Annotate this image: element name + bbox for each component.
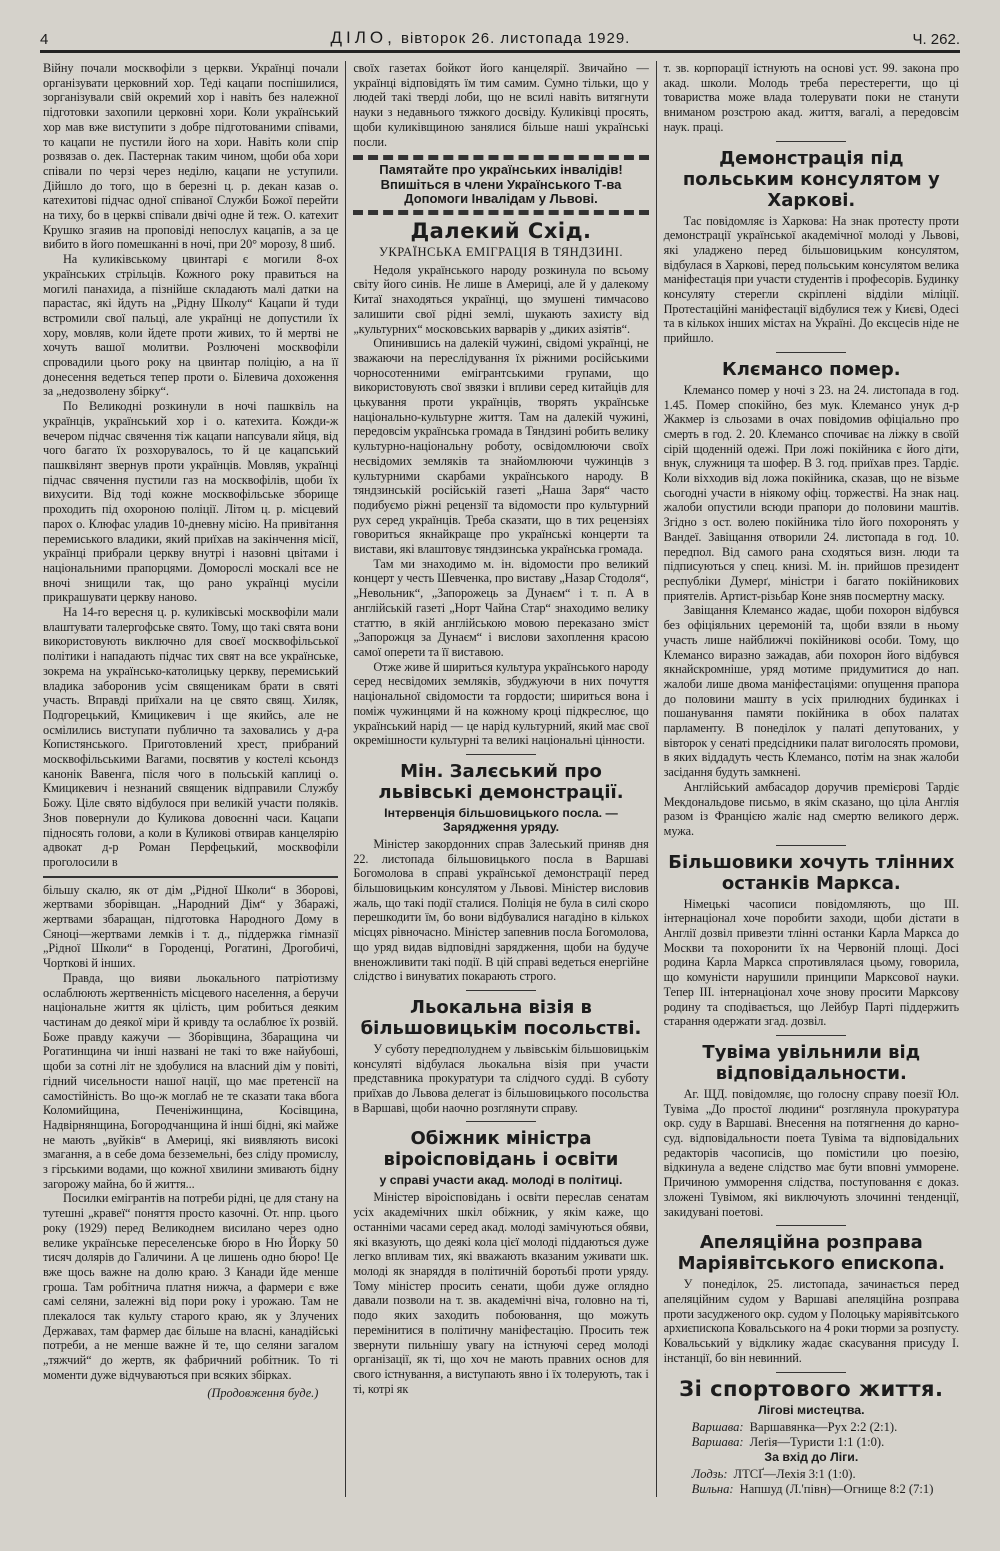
article-paragraph: У понеділок, 25. листопада, зачинається перед апеляційним судом у Варшаві апеляційна розправа проти засудженого окр. судом у Полоцьку маріявітського архиєпископа Ковальського на 4 роки тюрми за розпусту. Ковальський у відклику жадає скасування присуду I. інстанції, бо він невинний. [663, 1277, 959, 1365]
article-paragraph: У суботу передполуднем у львівськім більшовицькім консуляті відбулася льокальна візія при участи представника прокуратури та слідчого судді. В суботу приїхав до Львова делегат із більшовицького посольства в Варшаві, щоби наочно розглянути справу. [353, 1041, 649, 1115]
article-subheadline: УКРАЇНСЬКА ЕМІГРАЦІЯ В ТЯНДЗИНІ. [378, 244, 624, 259]
article-paragraph: Англійський амбасадор доручив премієрові Тардіє Мекдональдове письмо, в якім сказано, що ціла Англія разом із Францією жаліє над смертю великого держ. мужа. [663, 779, 959, 838]
article-subheadline: Інтервенція більшовицького посла. — Зарядження уряду. [384, 805, 618, 834]
match-city: Вильна: [691, 1481, 734, 1496]
article-paragraph: т. зв. корпорації істнують на основі уст. 99. закона про акад. школи. Молодь треба перестерегти, що ці товариства може влада толерувати поки не станути вниманом розстрою акад. життя, вагалі, а передовсім наук. праці. [663, 61, 959, 134]
match-result [664, 1435, 959, 1450]
continuation-note: (Продовження буде.) [207, 1385, 319, 1400]
match-city: Лодзь: [691, 1466, 728, 1481]
article-headline: Мін. Залєський про львівські демонстрації. [378, 760, 624, 803]
column-1 [36, 61, 345, 1497]
article-paragraph: Завіщання Клемансо жадає, щоби похорон відбувся без офіціяльних церемоній та, щоби взяли в ньому участь лише найближчі покійникові особи. Тому, що Клемансо виразно зажадав, аби похорон його відбувся якнайскромніше, уряд мотиме придумитися до нап. жалоби лише двома маніфестаціями: опущення прапора до половини машту в усіх прилюдних будинках і пошанування памяти покійника в обох палатах парламенту. В понеділок у палаті депутованих, у вівторок у сенаті предсідники палат виголосять промови, в яких віддадуть честь Клемансо, потім на знак жалоби засідання будуть замкнені. [663, 603, 959, 780]
issue-number: Ч. 262. [912, 31, 960, 48]
masthead: ДІЛО, [330, 28, 396, 47]
article-subheadline: Лігові мистецтва. [758, 1402, 865, 1417]
page-number: 4 [40, 31, 49, 48]
article-headline: Більшовики хочуть тлінних останків Маркса. [668, 851, 955, 894]
article-paragraph: По Великодні розкинули в ночі пашквіль на українців, український хор і о. катехита. Кожди-ж вечером підчас свячення тіж кацапи напсували яйця, від чого багато їх розхорувалось, то й це кацапський пашквілянт звернув проти українців. Мовляв, українці підчас свячення пустили газ на москвофілів, щоби їх вихусити. Від тоді кожне москвофільське зборище проходить під охороною поліції. Літом ц. р. місцевий парох о. Клюфас уладив 10-дневну місію. На привітання перемиського владики, який приїхав на закінчення місії, українці прибрали церкву внутрі і назовні цвітами і національними прапорцями. Доморослі москалі все не вночі знищили так, що рано українці мусіли прикрашувати церкву наново. [43, 399, 339, 605]
article-paragraph: Там ми знаходимо м. ін. відомости про великий концерт у честь Шевченка, про виставу „Назар Стодоля“, „Невольник“, „Запорожець за Дунаєм“ і т. п. А в англійській газеті „Норт Чайна Стар“ знаходимо велику статтю, в якій англійською мовою переказано зміст „Запорожця за Дунаєм“ і вислови захоплення красою самої оперети та її виставою. [353, 556, 649, 659]
article-paragraph: На куликівському цвинтарі є могили 8-ох українських стрільців. Кожного року правиться на могилі панахида, а пізнійше складають малі датки на парастас, які йдуть на „Рідну Школу“ Кацапи й туди встромили свої пальці, але українці не допустили їх хору, мовляв, коли йдете проти живих, то й мертві не хочуть вашої молитви. Розлючені москвофіли спровадили цього року на цвинтар поліцію, а на її донесення ведеться тепер проти о. Білевича дохоження за „недозволену збірку“. [43, 252, 339, 399]
article-headline: Далекий Схід. [410, 218, 592, 243]
article-paragraph: Отже живе й шириться культура українського народу серед несвідомих земляків, збуджуючи в них почуття національної свідомости та гордости; шириться вона і поміж чужинцями й на кожному кроці підкреслює, що український нарід — це нарід культурний, який має свої окремішности культурні та великі національні цінности. [353, 659, 649, 748]
separator-rule [466, 990, 536, 991]
match-result [664, 1467, 959, 1482]
match-score: Напшуд (Л.'півн)—Огнище 8:2 (7:1) [739, 1481, 934, 1496]
article-paragraph: Війну почали москвофіли з церкви. Українці почали організувати церковний хор. Теді кацапи поспішилися, зорганізували свій окремий хор і навіть без належної підготовки захопили церковні хори. Коли український хор мав вже виступити з добре підготованими співами, то кацапи не пустили його на хори. Навіть коли спір розвязав о. дек. Пастернак таким чином, щоби оба хори співали по черзі через неділю, кацапи не уступили. Дійшло до того, що в березні ц. р. декан казав о. катехитові підчас одної співаної Служби Божої перейти на тиху, бо в церкві співали двічі одне й теж. О. катехит Крушко згаяив на проповіді непослух кацапів, а за це вибито в його помешканні в ночі, при 20° морозу, 8 шиб. [43, 61, 339, 252]
article-headline: Обіжник міністра віроісповідань і освіти [383, 1128, 619, 1171]
separator-rule [776, 845, 846, 846]
article-paragraph: Міністер закордонних справ Залеський приняв дня 22. листопада більшовицького посла в Варшаві Богомолова в справі української демонстрації перед більшовицьким консулятом у Львові. Міністер висловив жаль, що такі події сталися. Поліція не була в силі скоро перешкодити їм, бо вони відбувалися нагадіно в кількох місцях рівночасно. Міністер запевнив посла Богомолова, що уряд видав відповідні зарядження, щоби на будуче вненожливити такі події. В цій справі ведеться енергійне слідство і винуватих покарають строго. [353, 836, 649, 984]
separator-rule [466, 754, 536, 755]
article-paragraph: Міністер віроісповідань і освіти переслав сенатам усіх академічних шкіл обіжник, у якім каже, що останніми часами серед акад. молоді замічуються обяви, які вказують, що деякі кола цієї молоді піддаються дуже легко впливам тих, які вважають вказаним уживати шк. молоді як знаряддя в політичній боротьбі проти уряду. Тому міністер просить сенати, щоби дуже оглядно давали позволи на т. зв. академічні віча, головно на ті, подо яких заходить побоювання, що можуть перемінитися в політичну маніфестацію. Просить теж звернути пильнішу увагу на істнуючі серед молоді організації, як ті, що хоч не мають правних основ для свого істнування, а виступають явно і їх толерують, так і ті, котрі як [353, 1190, 649, 1396]
page-header [40, 0, 960, 53]
match-result [664, 1482, 959, 1497]
article-headline: Тувіма увільнили від відповідальности. [702, 1041, 921, 1084]
match-score: ЛТСҐ—Лехія 3:1 (1:0). [733, 1466, 856, 1481]
column-3 [656, 61, 966, 1497]
columns [36, 61, 966, 1497]
column-2 [345, 61, 655, 1497]
issue-date: вівторок 26. листопада 1929. [400, 30, 631, 47]
masthead-line [330, 28, 630, 48]
match-score: Леґія—Туристи 1:1 (1:0). [749, 1434, 885, 1449]
article-paragraph: Тас повідомляє із Харкова: На знак протесту проти демонстрації української академічної молоді у Львові, які уладжено перед більшовицьким консулятом, відбулася в Харкові, перед польським консулятом велика маніфестація при участи студентів і професорів. Будинку консуляту стерегли скріплені відділи міліції. Протестаційні маніфестації відбулися теж у Києві, Одесі та в кількох інших містах на Україні. До ексцесів ніде не прийшло. [663, 213, 959, 346]
article-paragraph: На 14-го вересня ц. р. куликівські москвофіли мали влаштувати талергофське свято. Тому, що такі свята вони використовують виключно для своєї москвофільської політики і нападають підчас тих свят на все українське, зокрема на українсько-католицьку церкву, перемиський владика заборонив усім священикам брати в святі участь. Вправді приїхали на це свято свящ. Хиляк, Подгорецький, Кмицикевич і ще якийсь, але не осмілились виступати публично та заховались у д-ра Копистянського. Приготовлений хрест, прибраний москвофільськими Вагами, посвятив у костелі ксьондз канонік Вавенга, після чого в польській каплиці о. Кмицикевич і незнаний священик відправили Службу Божу. Ціле свято відбулося при великій участи поляків. Знов повернули до Куликова довоєнні часи. Кацапи підносять голови, а коли в Куликові отвирав канцелярію адвокат д-р Роман Перфецький, москвофіли проголосили в [43, 605, 339, 869]
article-paragraph: своїх газетах бойкот його канцелярії. Звичайно — українці відповідять їм тим самим. Сумно тільки, що у людей такі тверді лоби, що не всилі навіть витягнути науки з недавнього тяжкого досвіду. Куликівці просять, щоби куликівщиною занялися більше наші українські посли. [353, 61, 649, 149]
article-paragraph: Недоля українського народу розкинула по всьому світу його синів. Не лише в Америці, але й у далекому Китаї знаходяться українці, що змушені тимчасово залишити свої рідні землі, шукають захисту від „культурних“ московських варварів у „диких азіятів“. [353, 262, 649, 336]
separator-rule [776, 352, 846, 353]
article-subheadline: За вхід до Ліги. [764, 1449, 859, 1464]
article-paragraph: Правда, що вияви льокального патріотизму ослаблюють жертвенність місцевого населення, а беручи національне життя як цілість, цим робиться деяким частинам до деякої міри й кривду та ослаблює їх розвій. Боже правду кажучи — Зборівщина, Збаращина чи Рогатинщина чи інші названі не такі то вже найубоші, щоби за сотні літ не здобулися на власний дім у повіті, гідний чисельности нашої нації, що має претенсії на самостійність. Во що-ж моглаб не те сказати така вбога Коломийщина, Печеніжинщина, Косівщина, Надвірнянщина, Богородчанщина й інші бідні, які майже не мають „вуйків“ в Америці, які виявляють високі змагання, а в себе дома безземельні, без сліду промислу, з гірськими водами, що кожної хвилини змивають бідну загорожу майна, бо й життя... [43, 970, 339, 1191]
article-paragraph: Клемансо помер у ночі з 23. на 24. листопада в год. 1.45. Помер спокійно, без мук. Клемансо унук д-р Жакмер із сльозами в очах повідомив офіціально про смерть в год. 2. 20. Клемансо спочиває на ліжку в своїй сірій щоденній одежі. При ложі покійника є його діти, внук, служниця та шофер. В 3. год. приїхав през. Тардіє. Коли віхходив від ложа покійника, сказав, що не візьме сьогодні участи в ніякому офіц. торжестві. На знак нац. жалоби опустили всюди прапори до половини маштів. Згідно з ост. волею покійника тіло його похоронять у Вандеї. Завіщання отворили 24. листопада в год. 10. передпол. Від самого рана сходяться визн. люди та підписуються у спец. книзі. М. ін. прийшов президент республіки Думерґ, міністри і багато покійникових приятелів. Артист-різьбар Коне зняв посмертну маску. [663, 382, 959, 603]
article-paragraph: Опинившись на далекій чужині, свідомі українці, не зважаючи на переслідування їх ріжними російськими чорносотенними емігрантськими групами, що використовують свої звязки і впливи серед китайців для цькування проти українців, творять українське національно-культурне життя. Там на далекій чужині, передовсім українська громада в Тяндзині робить велику культурно-національну роботу, освідомлюючи своїх несвідомих земляків та знайомлюючи чужинців з культурними скарбами українського народу. В тяндзинській російській газеті „Наша Заря“ часто подибуємо ріжні рецензії та відомости про культурний рух серед українців. Треба сказати, що в тих рецензіях говориться якнайкраще про українські концерти та вистави, які влаштовує тяндзинська українська громада. [353, 336, 649, 557]
article-headline: Клємансо помер. [722, 358, 901, 380]
article-subheadline: у справі участи акад. молоді в політиці. [379, 1173, 623, 1188]
article-paragraph: більшу скалю, як от дім „Рідної Школи“ в Зборові, жертвами зборівщан. „Народний Дім“ у Збаражі, жертвами збаращан, підготовка Народного Дому в Сяноці—жертвами лемків і т. д., піддержка гімназії „Рідної Школи“ в Городенці, Рогатині, Дрогобичі, Чорткові й інших. [43, 882, 339, 971]
article-headline: Зі спортового життя. [679, 1376, 944, 1401]
separator-rule [466, 1121, 536, 1122]
article-headline: Льокальна візія в більшовицькім посольстві. [360, 996, 642, 1039]
match-result [664, 1420, 959, 1435]
article-paragraph: Посилки емігрантів на потреби рідні, це для стану на тутешні „кравеї“ поняття просто казочні. От. нпр. цього року (1929) перед Великоднем висилано через одно велике українське переселенське бюро в Ню Йорку 50 тисяч долярів до Галичини. А це лишень одно бюро! Це вже щось важне на долю краю. З Канади йде менше гроша. Там робітнича платня нижча, а фармери є вже самі селяни, залежні від пори року і урожаю. Там не плекалося так культу старого краю, як у Злучених Державах, там фармер дає більше на власні, канадійські потреби, а не менше важне й те, що селяни загалом „тяжчий“ до жертв, як фабричний робітник. То ті моменти дуже відчуваються при всяких збірках. [43, 1191, 339, 1382]
article-headline: Демонстрація під польським консулятом у Харкові. [682, 147, 940, 211]
match-city: Варшава: [691, 1434, 744, 1449]
separator-rule [776, 1372, 846, 1373]
separator-rule [776, 1035, 846, 1036]
notice-box: Памятайте про українських інвалідів! Впишіться в члени Українського Т-ва Допомоги Інвалідам у Львові. [353, 155, 648, 215]
column-divider [43, 876, 338, 878]
match-score: Варшавянка—Рух 2:2 (2:1). [749, 1419, 898, 1434]
separator-rule [776, 1225, 846, 1226]
separator-rule [776, 141, 846, 142]
article-paragraph: Німецькі часописи повідомляють, що III. інтернаціонал хоче поробити заходи, щоби дістати в Англії дозвіл привезти тлінні останки Карла Маркса до Москви та похоронити їх на Червоній площі. Досі родина Карла Маркса спротивлялася цьому, говорила, що комуністи нарушили принципи Марксової науки. Тепер III. інтернаціонал хоче знову просити Марксову родину та сподівається, що Лейбур Парті піддержить старання одержати згад. дозвіл. [663, 896, 959, 1029]
match-city: Варшава: [691, 1419, 744, 1434]
article-paragraph: Аг. ЩД. повідомляє, що голосну справу поезії Юл. Тувіма „До простої людини“ розглянула прокуратура окр. суду в Варшаві. Внесення на потягнення до карно-суд. відповідальности поета Тувіма та відповідальних редакторів часописів, що помістили цю поезію, відкинула а ведене слідство має бути вповні умморене. Причиною умморення слідства, поступовання є доказ. зложені Тувімом, які виключують злочинні тенденції, закидувані поетові. [663, 1086, 959, 1219]
article-headline: Апеляційна розправа Маріявітського епископа. [677, 1232, 945, 1275]
